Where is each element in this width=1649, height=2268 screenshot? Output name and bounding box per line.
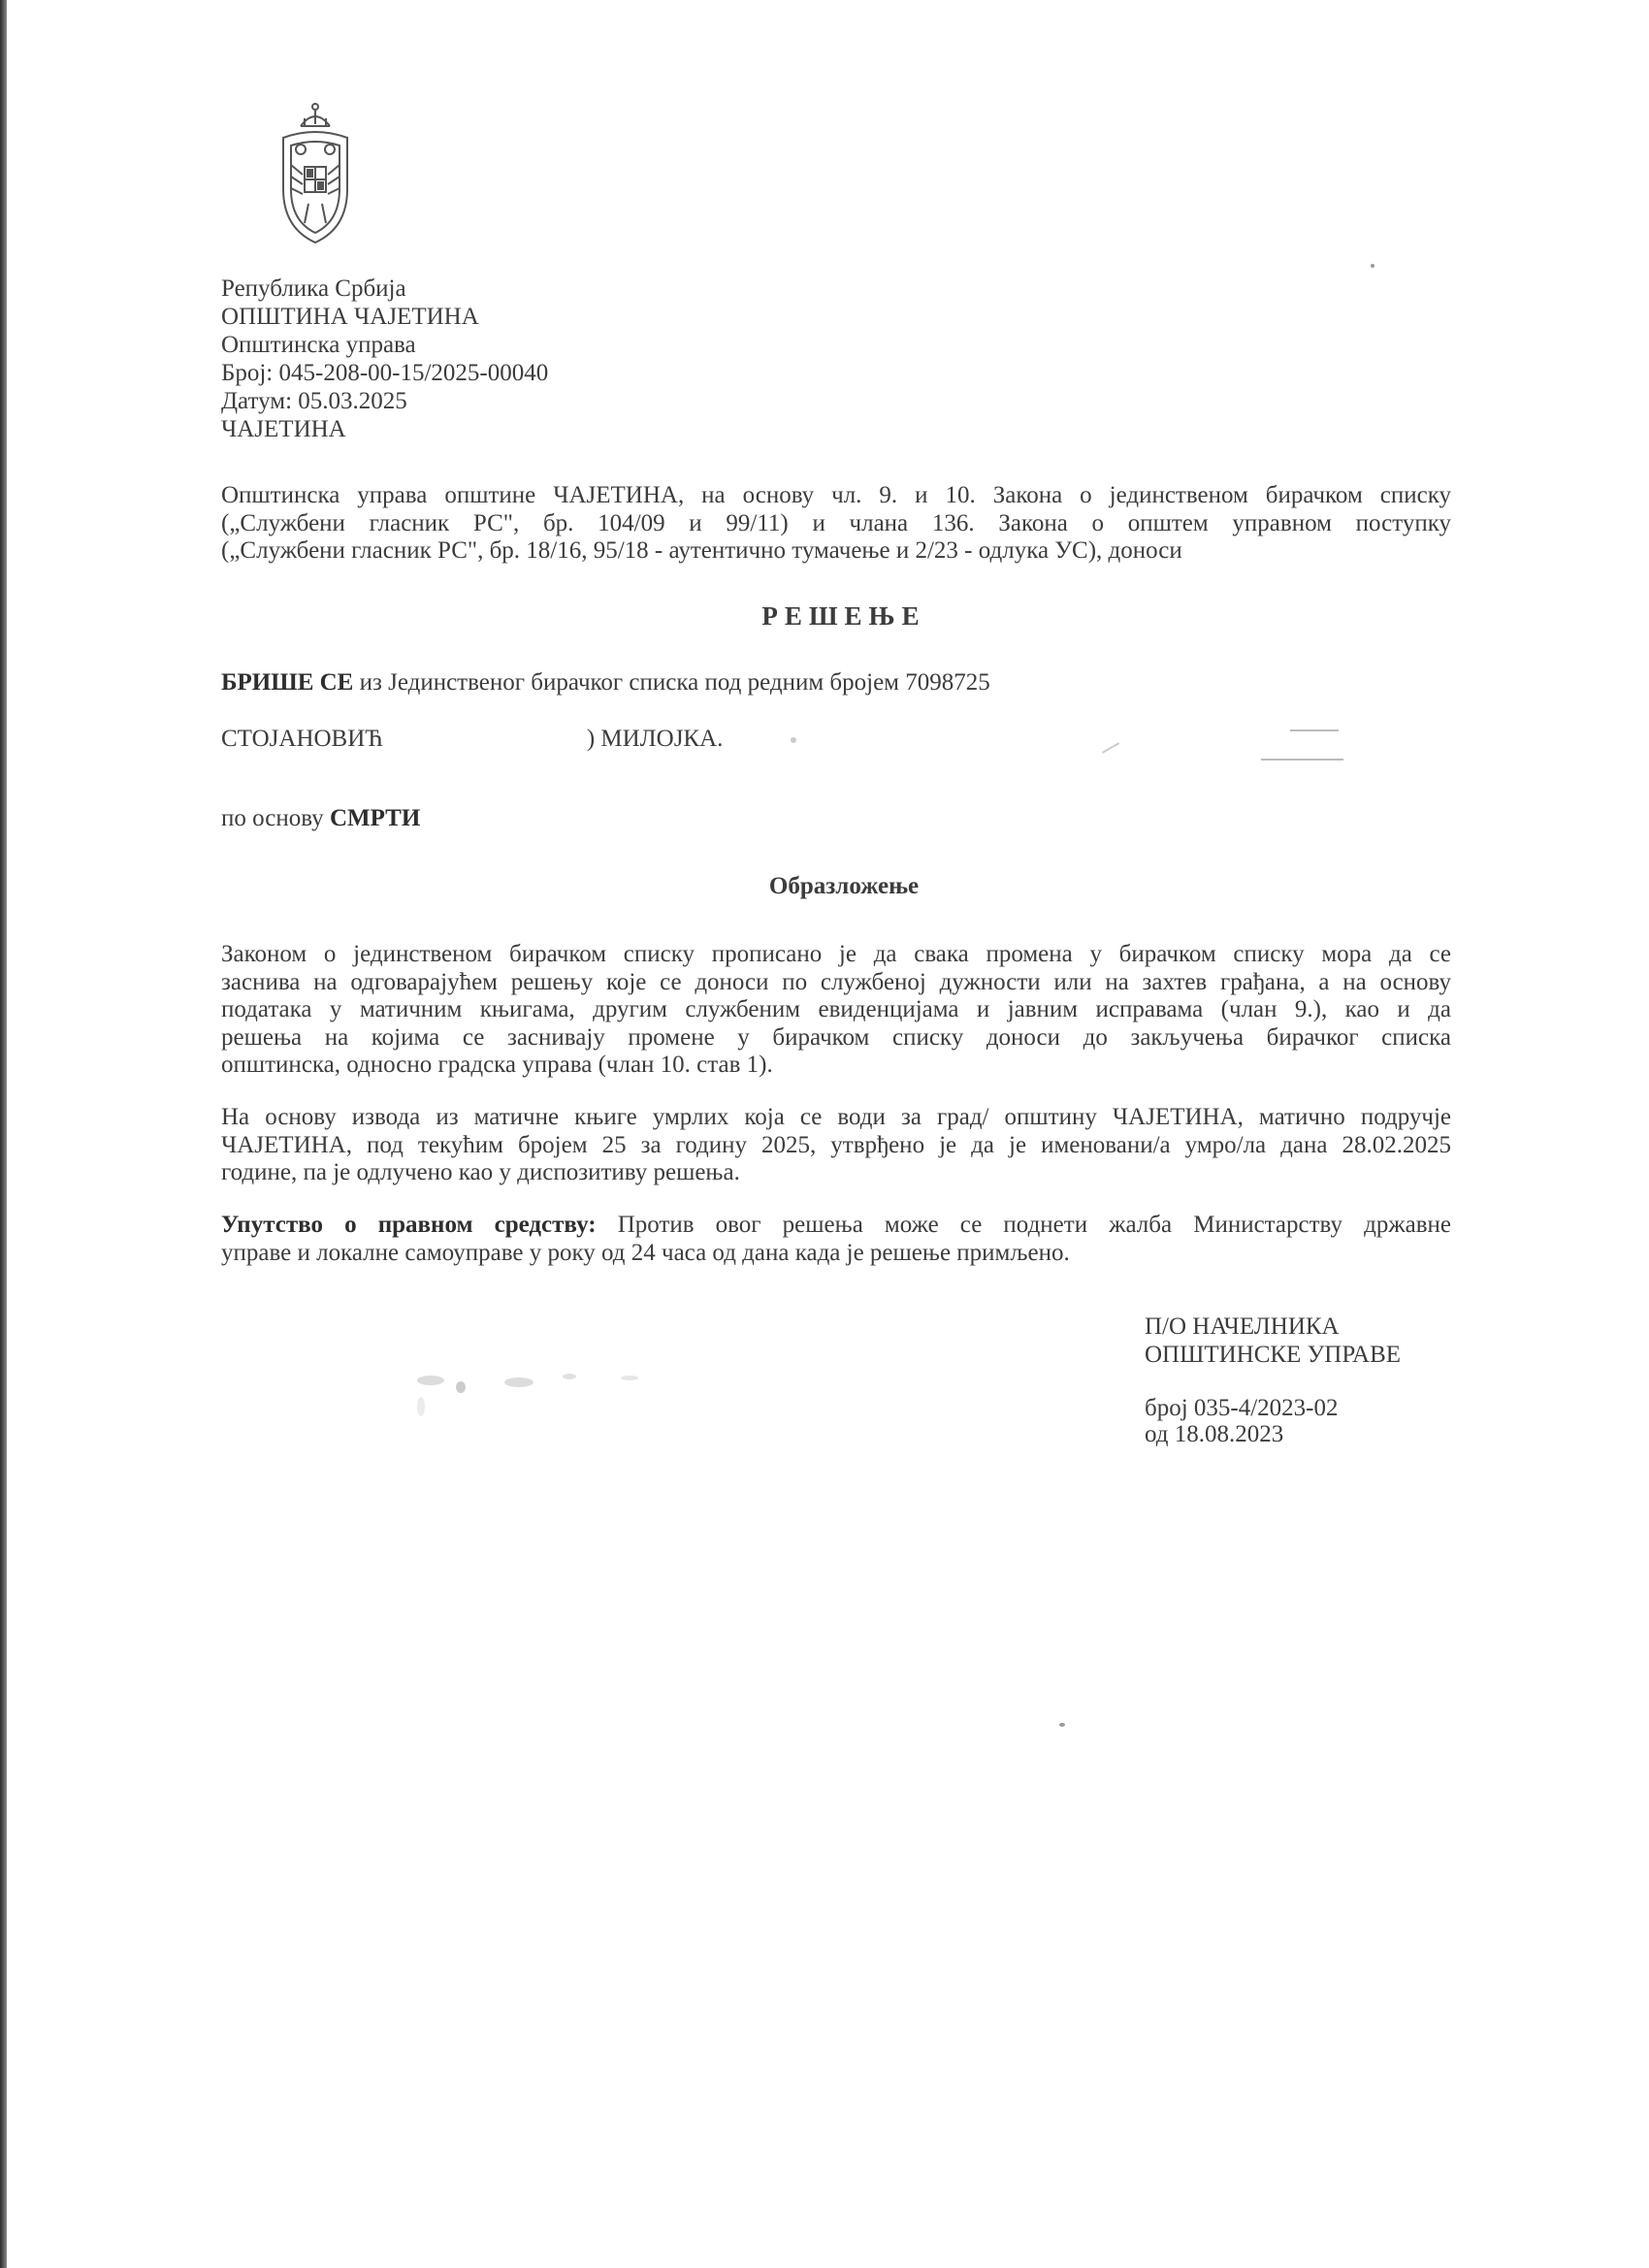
scan-speck: [791, 737, 796, 743]
scan-edge: [0, 0, 7, 2268]
reference-number: број 035-4/2023-02: [1145, 1395, 1339, 1421]
basis-line: [221, 805, 420, 832]
signature-block: [1145, 1312, 1401, 1369]
redacted-area: [383, 729, 587, 746]
reasoning-paragraph-2: [221, 1104, 1451, 1187]
decision-bold: БРИШЕ СЕ: [221, 669, 354, 696]
intro-line: Општинска управа општине ЧАЈЕТИНА, на основу чл. 9. и 10. Закона о јединственом бирачком списку: [221, 482, 1451, 508]
header-country: Република Србија: [221, 275, 406, 302]
reference-date: од 18.08.2023: [1145, 1421, 1284, 1447]
scan-scratch: [1261, 759, 1343, 761]
header-date: Датум: 05.03.2025: [221, 388, 407, 414]
instruction-bold: Упутство о правном средству:: [221, 1212, 597, 1238]
header-place: ЧАЈЕТИНА: [221, 416, 346, 442]
instruction-line: управе и локалне самоуправе у року од 24 часа од дана када је решење примљено.: [221, 1239, 1070, 1266]
header-municipality: ОПШТИНА ЧАЈЕТИНА: [221, 304, 479, 330]
person-surname: СТОЈАНОВИЋ: [221, 726, 383, 752]
serbian-coat-of-arms-icon: [262, 97, 369, 252]
document-title: РЕШЕЊЕ: [761, 601, 926, 631]
reasoning-line: заснива на одговарајућем решењу које се доноси по службеној дужности или на захтев грађана, а на основу: [221, 968, 1451, 995]
basis-prefix: по основу: [221, 805, 330, 831]
reasoning-title: Образложење: [768, 873, 920, 899]
reference-block: [1145, 1395, 1339, 1447]
scan-speck: [1371, 264, 1374, 268]
intro-line: („Службени гласник РС", бр. 104/09 и 99/11) и члана 136. Закона о општем управном поступку: [221, 509, 1451, 536]
reasoning-line: године, па је одлучено као у диспозитиву решења.: [221, 1159, 740, 1185]
instruction-line: [221, 1212, 1451, 1240]
person-line: [221, 726, 723, 753]
person-name: ) МИЛОЈКА.: [586, 726, 724, 752]
header-number: Број: 045-208-00-15/2025-00040: [221, 360, 549, 386]
scan-speck: [1059, 1723, 1065, 1727]
scan-scratch: [1102, 742, 1119, 754]
decision-line: [221, 669, 990, 697]
reasoning-line: општинска, односно градска управа (члан 10. став 1).: [221, 1052, 773, 1078]
header-administration: Општинска управа: [221, 332, 416, 358]
reasoning-line: Законом о јединственом бирачком списку прописано је да свака промена у бирачком списку мора да се: [221, 941, 1451, 967]
scan-scratch: [1290, 729, 1339, 731]
intro-line: („Службени гласник РС", бр. 18/16, 95/18 - аутентично тумачење и 2/23 - одлука УС), доноси: [221, 537, 1182, 564]
basis-bold: СМРТИ: [329, 805, 421, 831]
scan-smudge: [407, 1368, 757, 1426]
reasoning-paragraph-1: [221, 941, 1451, 1080]
signature-line: П/О НАЧЕЛНИКА: [1145, 1313, 1340, 1340]
intro-paragraph: [221, 482, 1451, 566]
instruction-paragraph: [221, 1212, 1451, 1267]
reasoning-line: података у матичним књигама, другим службеним евиденцијама и јавним исправама (члан 9.), као и да: [221, 996, 1451, 1022]
decision-text: из Јединственог бирачког списка под редним бројем 7098725: [353, 669, 990, 696]
reasoning-line: ЧАЈЕТИНА, под текућим бројем 25 за годину 2025, утврђено је да је именовани/а умро/ла дана 28.02.2025: [221, 1131, 1451, 1158]
reasoning-line: На основу извода из матичне књиге умрлих која се води за град/ општину ЧАЈЕТИНА, матично подручје: [221, 1104, 1451, 1130]
document-header: [221, 275, 548, 443]
instruction-text: Против овог решења може се поднети жалба Министарству државне: [596, 1212, 1451, 1238]
reasoning-line: решења на којима се заснивају промене у бирачком списку доноси до закључења бирачког списка: [221, 1023, 1451, 1051]
signature-line: ОПШТИНСКЕ УПРАВЕ: [1145, 1342, 1402, 1368]
